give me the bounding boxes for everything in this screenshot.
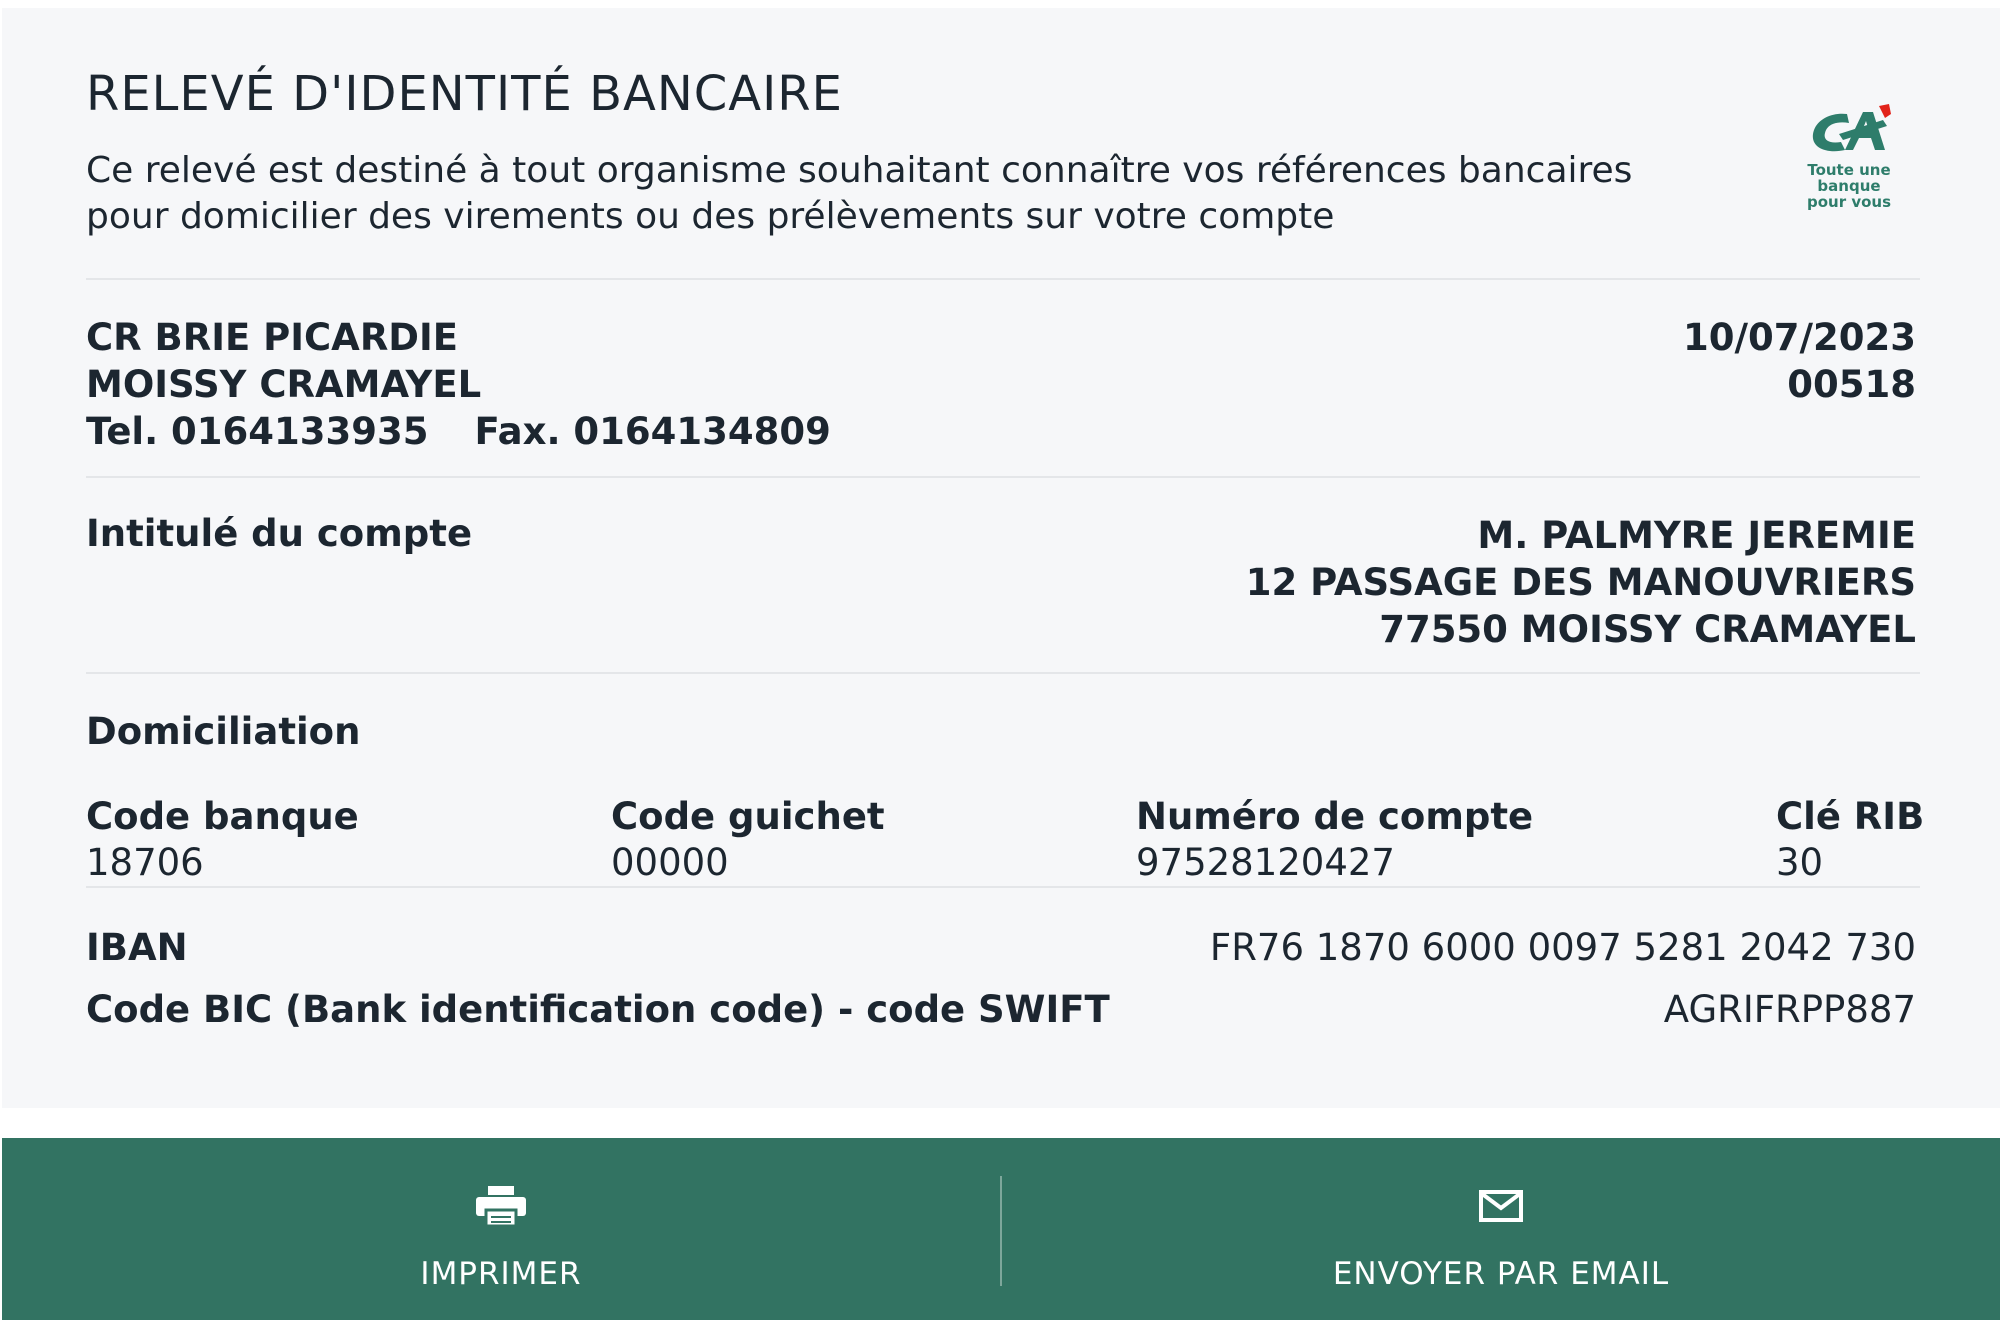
numero-compte-value: 97528120427 bbox=[1136, 841, 1395, 884]
code-guichet-column bbox=[611, 794, 885, 886]
divider bbox=[86, 672, 1920, 674]
cle-rib-column bbox=[1776, 794, 1924, 886]
agency-city: MOISSY CRAMAYEL bbox=[86, 363, 482, 406]
agency-name: CR BRIE PICARDIE bbox=[86, 316, 459, 359]
code-banque-value: 18706 bbox=[86, 841, 204, 884]
action-bar bbox=[2, 1138, 2000, 1320]
rib-card bbox=[2, 8, 2000, 1108]
agency-tel: Tel. 0164133935 bbox=[86, 410, 429, 453]
document-meta bbox=[1683, 314, 1916, 408]
agency-fax: Fax. 0164134809 bbox=[474, 410, 831, 453]
code-banque-column bbox=[86, 794, 359, 886]
page-title: RELEVÉ D'IDENTITÉ BANCAIRE bbox=[86, 66, 843, 122]
printer-icon bbox=[476, 1182, 526, 1230]
account-holder-label: Intitulé du compte bbox=[86, 512, 473, 555]
agency-block bbox=[86, 314, 831, 455]
bank-logo bbox=[1774, 104, 1924, 210]
print-button-label: IMPRIMER bbox=[420, 1256, 582, 1292]
cle-rib-label: Clé RIB bbox=[1776, 795, 1925, 838]
account-holder-street: 12 PASSAGE DES MANOUVRIERS bbox=[1245, 561, 1916, 604]
document-code: 00518 bbox=[1787, 363, 1916, 406]
page-subtitle: Ce relevé est destiné à tout organisme souhaitant connaître vos références bancaires pour domicilier des virements ou des prélèvements sur votre compte bbox=[86, 150, 1633, 237]
bic-label: Code BIC (Bank identification code) - code SWIFT bbox=[86, 988, 1110, 1031]
cle-rib-value: 30 bbox=[1776, 841, 1824, 884]
credit-agricole-logo-icon bbox=[1801, 104, 1897, 160]
account-holder-city: 77550 MOISSY CRAMAYEL bbox=[1379, 608, 1916, 651]
logo-tagline: Toute une banque pour vous bbox=[1806, 161, 1892, 211]
envelope-icon bbox=[1479, 1182, 1523, 1230]
code-guichet-value: 00000 bbox=[611, 841, 729, 884]
numero-compte-column bbox=[1136, 794, 1533, 886]
account-holder-name: M. PALMYRE JEREMIE bbox=[1477, 514, 1916, 557]
iban-label: IBAN bbox=[86, 926, 188, 969]
print-button[interactable] bbox=[2, 1138, 1000, 1320]
code-guichet-label: Code guichet bbox=[611, 795, 885, 838]
bic-value: AGRIFRPP887 bbox=[1663, 988, 1916, 1031]
account-holder bbox=[1246, 512, 1916, 653]
iban-value: FR76 1870 6000 0097 5281 2042 730 bbox=[1209, 926, 1916, 969]
divider bbox=[86, 476, 1920, 478]
divider bbox=[86, 278, 1920, 280]
agency-contact bbox=[86, 408, 831, 455]
domiciliation-label: Domiciliation bbox=[86, 710, 361, 753]
code-banque-label: Code banque bbox=[86, 795, 359, 838]
divider bbox=[86, 886, 1920, 888]
send-email-button[interactable] bbox=[1002, 1138, 2000, 1320]
send-email-button-label: ENVOYER PAR EMAIL bbox=[1332, 1256, 1670, 1292]
document-date: 10/07/2023 bbox=[1683, 316, 1916, 359]
numero-compte-label: Numéro de compte bbox=[1136, 795, 1534, 838]
